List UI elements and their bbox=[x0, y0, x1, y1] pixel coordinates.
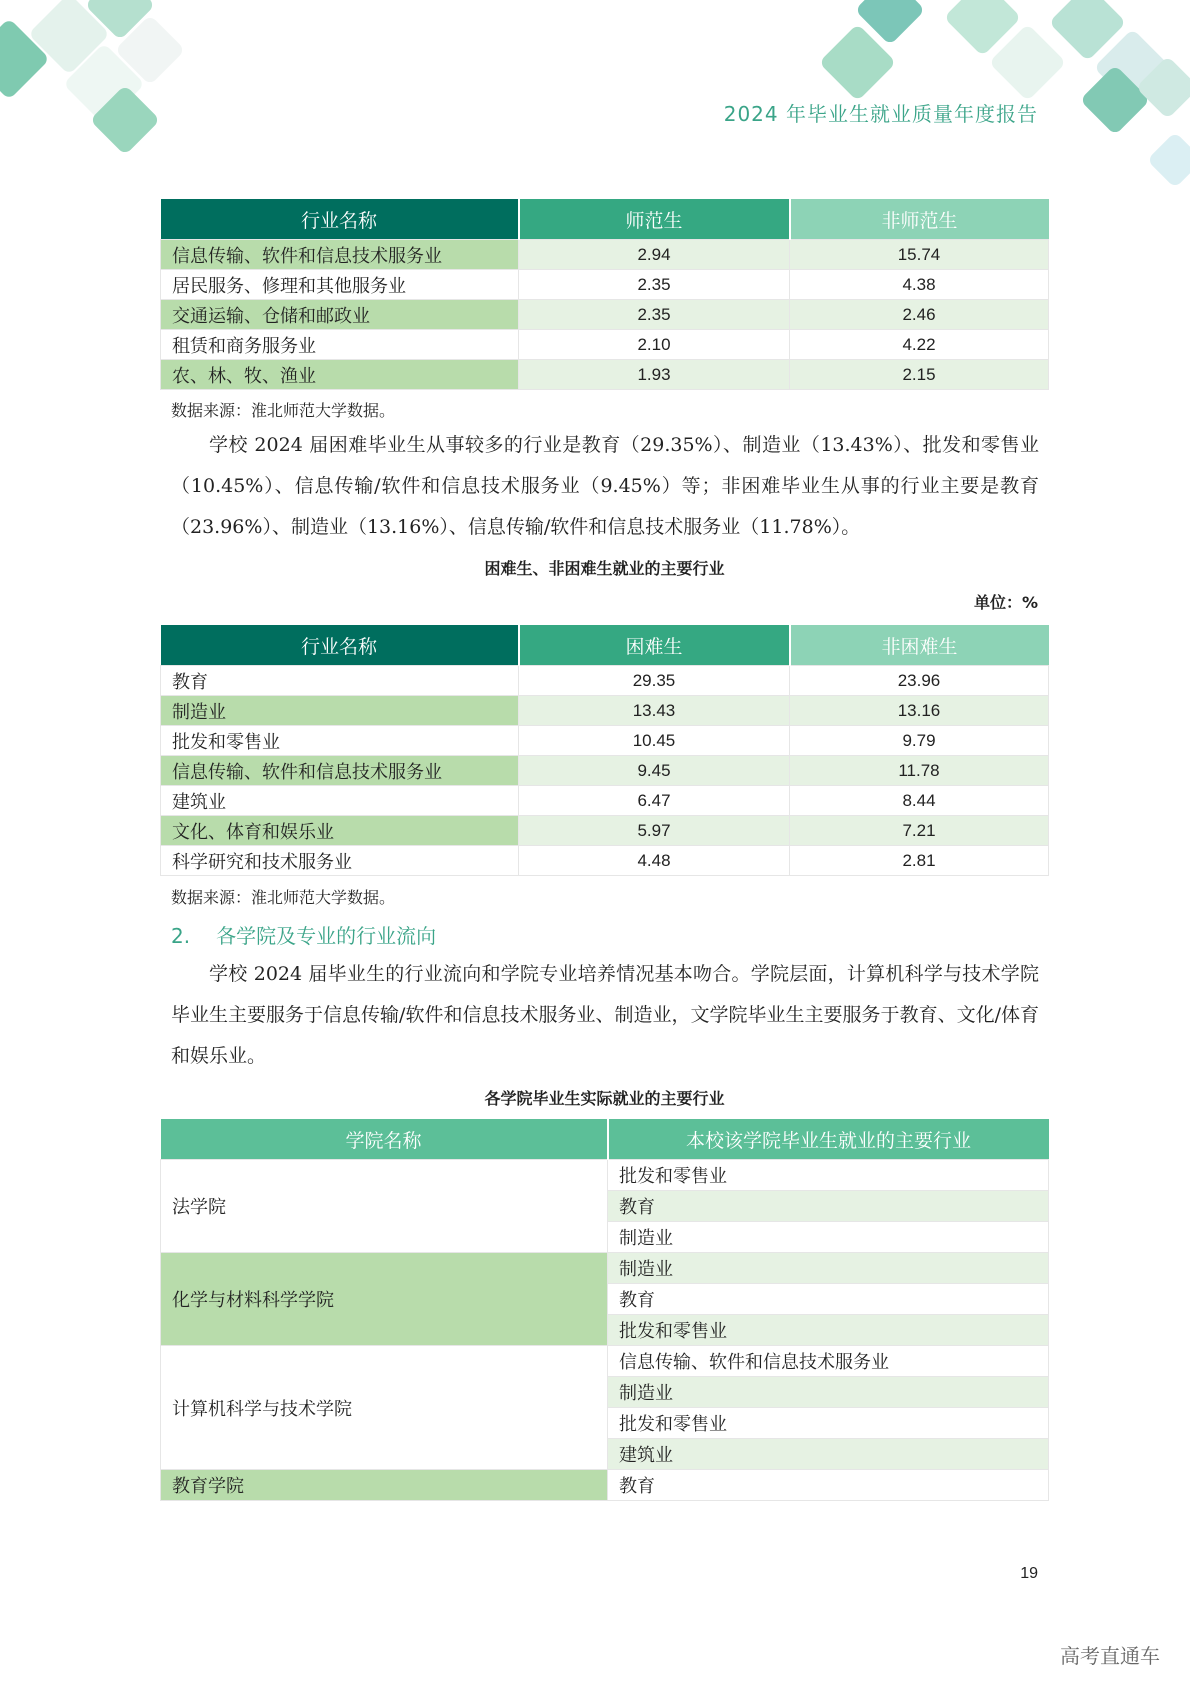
difficult-value: 9.45 bbox=[519, 756, 790, 786]
non-normal-value: 2.46 bbox=[790, 300, 1049, 330]
non-difficult-value: 23.96 bbox=[790, 666, 1049, 696]
industry-name: 租赁和商务服务业 bbox=[161, 330, 519, 360]
industry-name: 居民服务、修理和其他服务业 bbox=[161, 270, 519, 300]
difficult-value: 5.97 bbox=[519, 816, 790, 846]
table-row bbox=[161, 1346, 1049, 1377]
difficult-value: 13.43 bbox=[519, 696, 790, 726]
normal-value: 2.35 bbox=[519, 300, 790, 330]
header-industry-name: 行业名称 bbox=[161, 625, 519, 666]
table3-caption: 各学院毕业生实际就业的主要行业 bbox=[484, 1089, 725, 1108]
table-row bbox=[161, 270, 1049, 300]
non-normal-value: 4.22 bbox=[790, 330, 1049, 360]
non-normal-value: 4.38 bbox=[790, 270, 1049, 300]
industry-name: 教育 bbox=[608, 1470, 1049, 1501]
industry-name: 教育 bbox=[608, 1284, 1049, 1315]
non-normal-value: 15.74 bbox=[790, 240, 1049, 270]
non-difficult-value: 9.79 bbox=[790, 726, 1049, 756]
industry-name: 科学研究和技术服务业 bbox=[161, 846, 519, 876]
paragraph-difficult-students: 学校 2024 届困难毕业生从事较多的行业是教育（29.35%）、制造业（13.43%）、批发和零售业（10.45%）、信息传输/软件和信息技术服务业（9.45%）等；非困难毕业生从事的行业主要是教育（23.96%）、制造业（13.16%）、信息传输/软件和信息技术服务业（11.78%）。 bbox=[171, 434, 1039, 538]
industry-name: 批发和零售业 bbox=[161, 726, 519, 756]
header-college-name: 学院名称 bbox=[161, 1119, 608, 1160]
page-number: 19 bbox=[1020, 1565, 1038, 1582]
non-difficult-value: 2.81 bbox=[790, 846, 1049, 876]
industry-name: 信息传输、软件和信息技术服务业 bbox=[161, 756, 519, 786]
industry-name: 农、林、牧、渔业 bbox=[161, 360, 519, 390]
non-difficult-value: 13.16 bbox=[790, 696, 1049, 726]
table-row bbox=[161, 816, 1049, 846]
table-header-row bbox=[161, 625, 1049, 666]
table1-source: 数据来源：淮北师范大学数据。 bbox=[171, 401, 396, 420]
table-row bbox=[161, 360, 1049, 390]
industry-name: 制造业 bbox=[608, 1222, 1049, 1253]
industry-name: 教育 bbox=[161, 666, 519, 696]
table-row bbox=[161, 1253, 1049, 1284]
table2-source: 数据来源：淮北师范大学数据。 bbox=[171, 888, 396, 907]
non-difficult-value: 11.78 bbox=[790, 756, 1049, 786]
industry-name: 教育 bbox=[608, 1191, 1049, 1222]
normal-value: 2.10 bbox=[519, 330, 790, 360]
non-normal-value: 2.15 bbox=[790, 360, 1049, 390]
industry-name: 信息传输、软件和信息技术服务业 bbox=[608, 1346, 1049, 1377]
industry-name: 制造业 bbox=[608, 1377, 1049, 1408]
industry-name: 批发和零售业 bbox=[608, 1408, 1049, 1439]
table-row bbox=[161, 666, 1049, 696]
non-difficult-value: 7.21 bbox=[790, 816, 1049, 846]
industry-table-difficult-students bbox=[160, 625, 1049, 876]
report-title: 2024 年毕业生就业质量年度报告 bbox=[723, 102, 1038, 126]
table-row bbox=[161, 756, 1049, 786]
industry-table-normal-students bbox=[160, 199, 1049, 390]
table-header-row bbox=[161, 199, 1049, 240]
industry-name: 制造业 bbox=[608, 1253, 1049, 1284]
table-row bbox=[161, 1470, 1049, 1501]
college-name: 计算机科学与技术学院 bbox=[161, 1346, 608, 1470]
table-row bbox=[161, 696, 1049, 726]
difficult-value: 4.48 bbox=[519, 846, 790, 876]
table-row bbox=[161, 240, 1049, 270]
table-row bbox=[161, 846, 1049, 876]
normal-value: 1.93 bbox=[519, 360, 790, 390]
table-header-row bbox=[161, 1119, 1049, 1160]
difficult-value: 10.45 bbox=[519, 726, 790, 756]
table-row bbox=[161, 330, 1049, 360]
section-number: 2. bbox=[171, 924, 191, 948]
table-row bbox=[161, 786, 1049, 816]
college-name: 法学院 bbox=[161, 1160, 608, 1253]
normal-value: 2.35 bbox=[519, 270, 790, 300]
industry-name: 批发和零售业 bbox=[608, 1315, 1049, 1346]
section-title: 各学院及专业的行业流向 bbox=[216, 924, 437, 948]
industry-name: 批发和零售业 bbox=[608, 1160, 1049, 1191]
header-non-difficult-students: 非困难生 bbox=[790, 625, 1049, 666]
section-heading bbox=[171, 920, 436, 949]
header-main-industries: 本校该学院毕业生就业的主要行业 bbox=[608, 1119, 1049, 1160]
table-row bbox=[161, 726, 1049, 756]
industry-name: 制造业 bbox=[161, 696, 519, 726]
header-normal-students: 师范生 bbox=[519, 199, 790, 240]
industry-name: 信息传输、软件和信息技术服务业 bbox=[161, 240, 519, 270]
paragraph-college-industry: 学校 2024 届毕业生的行业流向和学院专业培养情况基本吻合。学院层面，计算机科学与技术学院毕业生主要服务于信息传输/软件和信息技术服务业、制造业，文学院毕业生主要服务于教育、文化/体育和娱乐业。 bbox=[171, 963, 1039, 1067]
college-industry-table bbox=[160, 1119, 1049, 1501]
industry-name: 建筑业 bbox=[608, 1439, 1049, 1470]
table2-unit: 单位：% bbox=[973, 593, 1038, 612]
normal-value: 2.94 bbox=[519, 240, 790, 270]
difficult-value: 6.47 bbox=[519, 786, 790, 816]
table2-caption: 困难生、非困难生就业的主要行业 bbox=[484, 559, 725, 578]
table-row bbox=[161, 1160, 1049, 1191]
difficult-value: 29.35 bbox=[519, 666, 790, 696]
header-industry-name: 行业名称 bbox=[161, 199, 519, 240]
non-difficult-value: 8.44 bbox=[790, 786, 1049, 816]
header-non-normal-students: 非师范生 bbox=[790, 199, 1049, 240]
industry-name: 建筑业 bbox=[161, 786, 519, 816]
table-row bbox=[161, 300, 1049, 330]
college-name: 教育学院 bbox=[161, 1470, 608, 1501]
header-difficult-students: 困难生 bbox=[519, 625, 790, 666]
watermark: 高考直通车 bbox=[1060, 1644, 1160, 1668]
college-name: 化学与材料科学学院 bbox=[161, 1253, 608, 1346]
industry-name: 文化、体育和娱乐业 bbox=[161, 816, 519, 846]
industry-name: 交通运输、仓储和邮政业 bbox=[161, 300, 519, 330]
